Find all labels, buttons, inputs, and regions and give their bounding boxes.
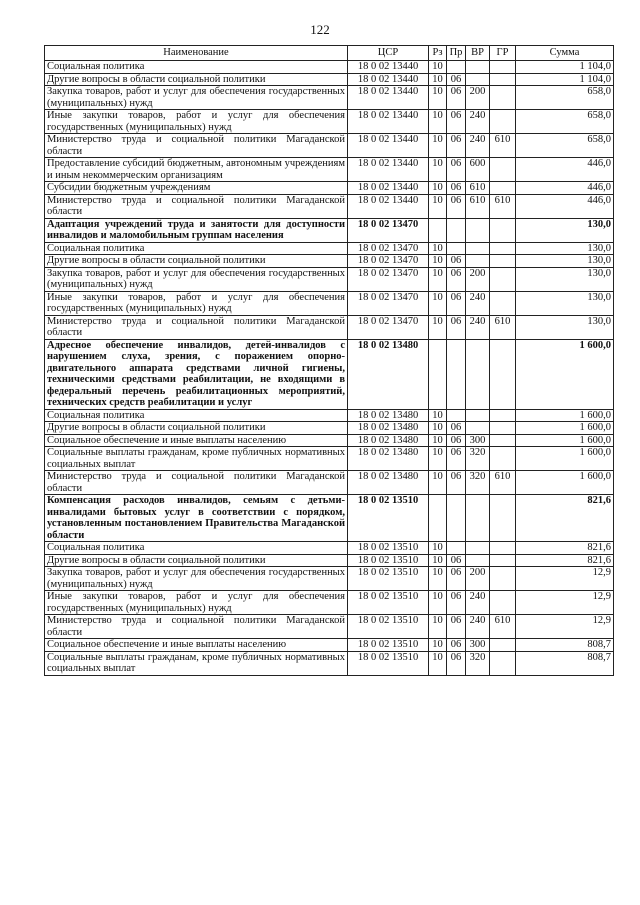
- cell-rz: 10: [429, 639, 447, 652]
- cell-vr: 240: [466, 134, 490, 158]
- cell-vr: 320: [466, 471, 490, 495]
- cell-gr: [490, 339, 516, 409]
- cell-pr: 06: [447, 422, 466, 435]
- cell-name: Предоставление субсидий бюджетным, автономным учреждениям и иным некоммерческим организациям: [45, 158, 348, 182]
- cell-csr: 18 0 02 13480: [348, 339, 429, 409]
- cell-name: Министерство труда и социальной политики Магаданской области: [45, 471, 348, 495]
- table-row: [45, 291, 614, 315]
- cell-sum: 12,9: [516, 615, 614, 639]
- cell-pr: 06: [447, 158, 466, 182]
- cell-csr: 18 0 02 13470: [348, 267, 429, 291]
- cell-name: Министерство труда и социальной политики Магаданской области: [45, 134, 348, 158]
- page-number: 122: [310, 22, 330, 37]
- cell-name: Закупка товаров, работ и услуг для обеспечения государственных (муниципальных) нужд: [45, 267, 348, 291]
- cell-sum: 1 600,0: [516, 471, 614, 495]
- cell-pr: 06: [447, 315, 466, 339]
- cell-vr: [466, 339, 490, 409]
- cell-vr: 240: [466, 315, 490, 339]
- cell-vr: [466, 542, 490, 555]
- cell-sum: 12,9: [516, 591, 614, 615]
- cell-sum: 1 600,0: [516, 339, 614, 409]
- cell-rz: 10: [429, 291, 447, 315]
- table-row: [45, 315, 614, 339]
- cell-name: Социальное обеспечение и иные выплаты населению: [45, 434, 348, 447]
- table-row: [45, 267, 614, 291]
- cell-rz: 10: [429, 242, 447, 255]
- table-row: [45, 110, 614, 134]
- cell-rz: 10: [429, 422, 447, 435]
- cell-name: Другие вопросы в области социальной политики: [45, 73, 348, 86]
- table-row: [45, 86, 614, 110]
- cell-rz: 10: [429, 651, 447, 675]
- cell-csr: 18 0 02 13510: [348, 542, 429, 555]
- cell-pr: 06: [447, 255, 466, 268]
- cell-pr: 06: [447, 110, 466, 134]
- cell-gr: [490, 182, 516, 195]
- cell-csr: 18 0 02 13470: [348, 255, 429, 268]
- cell-name: Министерство труда и социальной политики Магаданской области: [45, 615, 348, 639]
- table-row: [45, 73, 614, 86]
- cell-rz: 10: [429, 591, 447, 615]
- header-name: Наименование: [45, 46, 348, 61]
- cell-name: Социальные выплаты гражданам, кроме публичных нормативных социальных выплат: [45, 447, 348, 471]
- cell-sum: 130,0: [516, 315, 614, 339]
- cell-name: Другие вопросы в области социальной политики: [45, 422, 348, 435]
- cell-pr: 06: [447, 651, 466, 675]
- cell-name: Социальная политика: [45, 542, 348, 555]
- cell-vr: 320: [466, 447, 490, 471]
- cell-rz: 10: [429, 542, 447, 555]
- header-csr: ЦСР: [348, 46, 429, 61]
- cell-pr: 06: [447, 134, 466, 158]
- cell-sum: 446,0: [516, 182, 614, 195]
- cell-rz: 10: [429, 255, 447, 268]
- cell-vr: 600: [466, 158, 490, 182]
- cell-sum: 446,0: [516, 158, 614, 182]
- cell-rz: 10: [429, 471, 447, 495]
- cell-vr: 200: [466, 267, 490, 291]
- cell-pr: [447, 339, 466, 409]
- cell-sum: 1 600,0: [516, 409, 614, 422]
- cell-pr: 06: [447, 447, 466, 471]
- cell-vr: [466, 218, 490, 242]
- cell-rz: [429, 218, 447, 242]
- cell-gr: [490, 651, 516, 675]
- cell-vr: [466, 554, 490, 567]
- cell-csr: 18 0 02 13510: [348, 567, 429, 591]
- cell-name: Социальные выплаты гражданам, кроме публичных нормативных социальных выплат: [45, 651, 348, 675]
- cell-pr: [447, 61, 466, 74]
- cell-sum: 130,0: [516, 267, 614, 291]
- cell-rz: 10: [429, 267, 447, 291]
- cell-gr: [490, 434, 516, 447]
- cell-csr: 18 0 02 13440: [348, 182, 429, 195]
- cell-pr: 06: [447, 639, 466, 652]
- cell-vr: 200: [466, 567, 490, 591]
- cell-csr: 18 0 02 13440: [348, 73, 429, 86]
- cell-vr: [466, 61, 490, 74]
- table-header-row: [45, 46, 614, 61]
- cell-rz: 10: [429, 554, 447, 567]
- cell-gr: [490, 73, 516, 86]
- table-row: [45, 134, 614, 158]
- table-row: [45, 554, 614, 567]
- table-row: [45, 542, 614, 555]
- header-rz: Рз: [429, 46, 447, 61]
- cell-pr: 06: [447, 267, 466, 291]
- cell-pr: [447, 542, 466, 555]
- cell-csr: 18 0 02 13480: [348, 422, 429, 435]
- cell-gr: [490, 255, 516, 268]
- cell-name: Компенсация расходов инвалидов, семьям с детьми-инвалидами бытовых услуг в соответствии с порядком, установленным постановлением Правительства Магаданской области: [45, 495, 348, 542]
- cell-sum: 130,0: [516, 218, 614, 242]
- cell-name: Адаптация учреждений труда и занятости для доступности инвалидов и маломобильным группам населения: [45, 218, 348, 242]
- table-row: [45, 591, 614, 615]
- cell-sum: 1 104,0: [516, 73, 614, 86]
- cell-pr: [447, 242, 466, 255]
- cell-pr: 06: [447, 73, 466, 86]
- cell-gr: 610: [490, 615, 516, 639]
- cell-csr: 18 0 02 13480: [348, 409, 429, 422]
- cell-vr: [466, 242, 490, 255]
- cell-sum: 130,0: [516, 291, 614, 315]
- table-row: [45, 615, 614, 639]
- cell-name: Закупка товаров, работ и услуг для обеспечения государственных (муниципальных) нужд: [45, 567, 348, 591]
- cell-vr: 610: [466, 182, 490, 195]
- cell-sum: 658,0: [516, 110, 614, 134]
- cell-sum: 130,0: [516, 255, 614, 268]
- cell-sum: 446,0: [516, 194, 614, 218]
- cell-rz: 10: [429, 110, 447, 134]
- cell-gr: [490, 542, 516, 555]
- cell-vr: 240: [466, 291, 490, 315]
- table-row: [45, 61, 614, 74]
- cell-sum: 130,0: [516, 242, 614, 255]
- table-row: [45, 422, 614, 435]
- cell-name: Министерство труда и социальной политики Магаданской области: [45, 194, 348, 218]
- cell-pr: 06: [447, 182, 466, 195]
- cell-sum: 821,6: [516, 554, 614, 567]
- table-row: [45, 434, 614, 447]
- table-row: [45, 158, 614, 182]
- cell-csr: 18 0 02 13480: [348, 447, 429, 471]
- cell-sum: 12,9: [516, 567, 614, 591]
- table-row: [45, 639, 614, 652]
- cell-gr: [490, 422, 516, 435]
- cell-rz: 10: [429, 182, 447, 195]
- cell-pr: 06: [447, 471, 466, 495]
- cell-vr: [466, 422, 490, 435]
- table-row: [45, 409, 614, 422]
- table-row: [45, 567, 614, 591]
- header-gr: ГР: [490, 46, 516, 61]
- cell-csr: 18 0 02 13510: [348, 615, 429, 639]
- cell-pr: 06: [447, 434, 466, 447]
- cell-rz: 10: [429, 73, 447, 86]
- cell-csr: 18 0 02 13510: [348, 639, 429, 652]
- cell-rz: 10: [429, 158, 447, 182]
- cell-csr: 18 0 02 13470: [348, 315, 429, 339]
- cell-vr: [466, 73, 490, 86]
- cell-gr: [490, 61, 516, 74]
- table-row: [45, 339, 614, 409]
- cell-name: Иные закупки товаров, работ и услуг для обеспечения государственных (муниципальных) нужд: [45, 110, 348, 134]
- table-row: [45, 471, 614, 495]
- cell-rz: 10: [429, 134, 447, 158]
- table-row: [45, 255, 614, 268]
- cell-pr: 06: [447, 615, 466, 639]
- cell-name: Иные закупки товаров, работ и услуг для обеспечения государственных (муниципальных) нужд: [45, 591, 348, 615]
- cell-csr: 18 0 02 13470: [348, 242, 429, 255]
- cell-rz: 10: [429, 615, 447, 639]
- cell-rz: 10: [429, 409, 447, 422]
- header-sum: Сумма: [516, 46, 614, 61]
- cell-csr: 18 0 02 13510: [348, 495, 429, 542]
- cell-csr: 18 0 02 13470: [348, 218, 429, 242]
- budget-table: [44, 45, 614, 676]
- cell-rz: [429, 339, 447, 409]
- cell-csr: 18 0 02 13440: [348, 158, 429, 182]
- cell-csr: 18 0 02 13480: [348, 434, 429, 447]
- cell-name: Иные закупки товаров, работ и услуг для обеспечения государственных (муниципальных) нужд: [45, 291, 348, 315]
- cell-vr: 240: [466, 615, 490, 639]
- cell-vr: [466, 495, 490, 542]
- cell-gr: [490, 409, 516, 422]
- cell-gr: [490, 158, 516, 182]
- cell-csr: 18 0 02 13440: [348, 61, 429, 74]
- table-row: [45, 651, 614, 675]
- cell-rz: 10: [429, 567, 447, 591]
- cell-pr: [447, 495, 466, 542]
- cell-sum: 1 600,0: [516, 434, 614, 447]
- cell-rz: 10: [429, 447, 447, 471]
- cell-gr: 610: [490, 194, 516, 218]
- table-row: [45, 495, 614, 542]
- cell-vr: 200: [466, 86, 490, 110]
- cell-sum: 808,7: [516, 651, 614, 675]
- table-body: [45, 61, 614, 676]
- cell-gr: [490, 291, 516, 315]
- header-vr: ВР: [466, 46, 490, 61]
- cell-rz: 10: [429, 315, 447, 339]
- cell-vr: [466, 255, 490, 268]
- cell-pr: [447, 218, 466, 242]
- cell-sum: 808,7: [516, 639, 614, 652]
- cell-name: Социальная политика: [45, 409, 348, 422]
- cell-csr: 18 0 02 13440: [348, 134, 429, 158]
- cell-name: Социальная политика: [45, 242, 348, 255]
- cell-pr: 06: [447, 554, 466, 567]
- cell-csr: 18 0 02 13440: [348, 86, 429, 110]
- cell-rz: 10: [429, 434, 447, 447]
- table-row: [45, 194, 614, 218]
- cell-name: Субсидии бюджетным учреждениям: [45, 182, 348, 195]
- cell-gr: [490, 639, 516, 652]
- cell-gr: [490, 218, 516, 242]
- cell-sum: 1 600,0: [516, 422, 614, 435]
- cell-gr: [490, 86, 516, 110]
- cell-csr: 18 0 02 13510: [348, 554, 429, 567]
- cell-name: Адресное обеспечение инвалидов, детей-инвалидов с нарушением слуха, зрения, с поражением опорно-двигательного аппарата средствами личной гигиены, техническими средствами реабилитации, не входящими в федеральный перечень реабилитационных мероприятий, технических средств реабилитации и услуг: [45, 339, 348, 409]
- cell-gr: [490, 110, 516, 134]
- cell-rz: 10: [429, 86, 447, 110]
- cell-vr: [466, 409, 490, 422]
- cell-gr: [490, 242, 516, 255]
- cell-gr: [490, 447, 516, 471]
- cell-sum: 658,0: [516, 86, 614, 110]
- cell-name: Социальное обеспечение и иные выплаты населению: [45, 639, 348, 652]
- cell-name: Другие вопросы в области социальной политики: [45, 554, 348, 567]
- cell-vr: 240: [466, 110, 490, 134]
- cell-csr: 18 0 02 13510: [348, 591, 429, 615]
- cell-pr: [447, 409, 466, 422]
- cell-csr: 18 0 02 13470: [348, 291, 429, 315]
- cell-pr: 06: [447, 194, 466, 218]
- cell-pr: 06: [447, 291, 466, 315]
- cell-vr: 240: [466, 591, 490, 615]
- table-row: [45, 242, 614, 255]
- cell-vr: 610: [466, 194, 490, 218]
- cell-csr: 18 0 02 13480: [348, 471, 429, 495]
- cell-sum: 1 600,0: [516, 447, 614, 471]
- cell-rz: 10: [429, 194, 447, 218]
- cell-gr: [490, 554, 516, 567]
- cell-name: Закупка товаров, работ и услуг для обеспечения государственных (муниципальных) нужд: [45, 86, 348, 110]
- cell-pr: 06: [447, 86, 466, 110]
- cell-name: Социальная политика: [45, 61, 348, 74]
- cell-rz: [429, 495, 447, 542]
- cell-name: Министерство труда и социальной политики Магаданской области: [45, 315, 348, 339]
- cell-csr: 18 0 02 13440: [348, 110, 429, 134]
- cell-gr: 610: [490, 471, 516, 495]
- cell-name: Другие вопросы в области социальной политики: [45, 255, 348, 268]
- table-row: [45, 218, 614, 242]
- cell-pr: 06: [447, 591, 466, 615]
- header-pr: Пр: [447, 46, 466, 61]
- cell-sum: 821,6: [516, 542, 614, 555]
- cell-gr: [490, 495, 516, 542]
- cell-csr: 18 0 02 13510: [348, 651, 429, 675]
- cell-vr: 320: [466, 651, 490, 675]
- cell-gr: [490, 267, 516, 291]
- cell-pr: 06: [447, 567, 466, 591]
- table-row: [45, 447, 614, 471]
- cell-vr: 300: [466, 434, 490, 447]
- cell-rz: 10: [429, 61, 447, 74]
- cell-csr: 18 0 02 13440: [348, 194, 429, 218]
- table-row: [45, 182, 614, 195]
- cell-vr: 300: [466, 639, 490, 652]
- cell-gr: 610: [490, 315, 516, 339]
- cell-sum: 821,6: [516, 495, 614, 542]
- cell-sum: 1 104,0: [516, 61, 614, 74]
- cell-gr: [490, 591, 516, 615]
- cell-gr: [490, 567, 516, 591]
- cell-sum: 658,0: [516, 134, 614, 158]
- cell-gr: 610: [490, 134, 516, 158]
